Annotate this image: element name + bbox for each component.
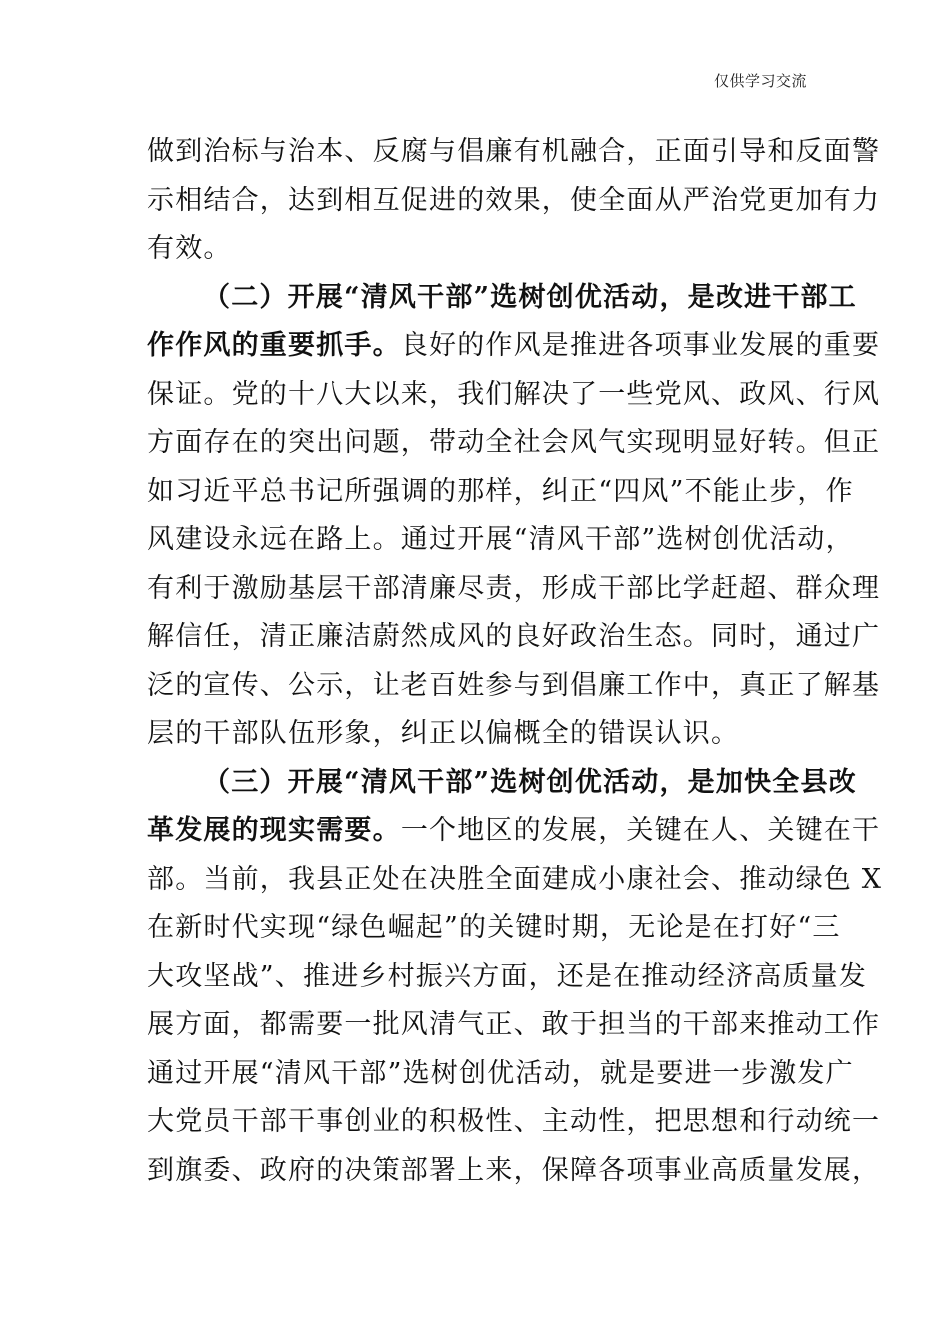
text-line — [147, 807, 881, 856]
text-line: 方面存在的突出问题，带动全社会风气实现明显好转。但正 — [147, 427, 881, 458]
text-span: 一个地区的发展，关键在人、关键在干 — [400, 815, 881, 846]
text-line: 大党员干部干事创业的积极性、主动性，把思想和行动统一 — [147, 1106, 881, 1137]
text-line: 通过开展“清风干部”选树创优活动，就是要进一步激发广 — [147, 1057, 854, 1089]
text-line: 大攻坚战”、推进乡村振兴方面，还是在推动经济高质量发 — [147, 960, 868, 992]
section-heading: （三）开展“清风干部”选树创优活动，是加快全县改 — [203, 766, 857, 798]
text-line: 做到治标与治本、反腐与倡廉有机融合，正面引导和反面警 — [147, 136, 881, 167]
text-line: 泛的宣传、公示，让老百姓参与到倡廉工作中，真正了解基 — [147, 669, 881, 701]
section-heading-end: 革发展的现实需要。 — [147, 815, 401, 846]
text-line: 风建设永远在路上。通过开展“清风干部”选树创优活动， — [147, 524, 854, 555]
text-line: 示相结合，达到相互促进的效果，使全面从严治党更加有力 — [147, 184, 881, 216]
text-line — [147, 322, 881, 371]
text-line: 部。当前，我县正处在决胜全面建成小康社会、推动绿色 X — [147, 863, 883, 895]
text-line: 解信任，清正廉洁蔚然成风的良好政治生态。同时，通过广 — [147, 621, 881, 652]
text-line: 保证。党的十八大以来，我们解决了一些党风、政风、行风 — [147, 378, 881, 410]
text-line: 在新时代实现“绿色崛起”的关键时期，无论是在打好“三 — [147, 912, 841, 943]
text-line: 有效。 — [147, 233, 232, 264]
text-line: 如习近平总书记所强调的那样，纠正“四风”不能止步，作 — [147, 475, 854, 507]
section-heading-end: 作作风的重要抓手。 — [147, 330, 401, 361]
header-note: 仅供学习交流 — [713, 72, 807, 90]
document-body — [147, 128, 883, 1195]
text-line: 展方面，都需要一批风清气正、敢于担当的干部来推动工作 — [147, 1009, 881, 1040]
text-line: 有利于激励基层干部清廉尽责，形成干部比学赶超、群众理 — [147, 572, 881, 604]
text-line: 到旗委、政府的决策部署上来，保障各项事业高质量发展， — [147, 1154, 881, 1186]
text-line: 层的干部队伍形象，纠正以偏概全的错误认识。 — [147, 718, 740, 749]
text-span: 良好的作风是推进各项事业发展的重要 — [400, 330, 881, 361]
section-heading: （二）开展“清风干部”选树创优活动，是改进干部工 — [203, 281, 857, 313]
